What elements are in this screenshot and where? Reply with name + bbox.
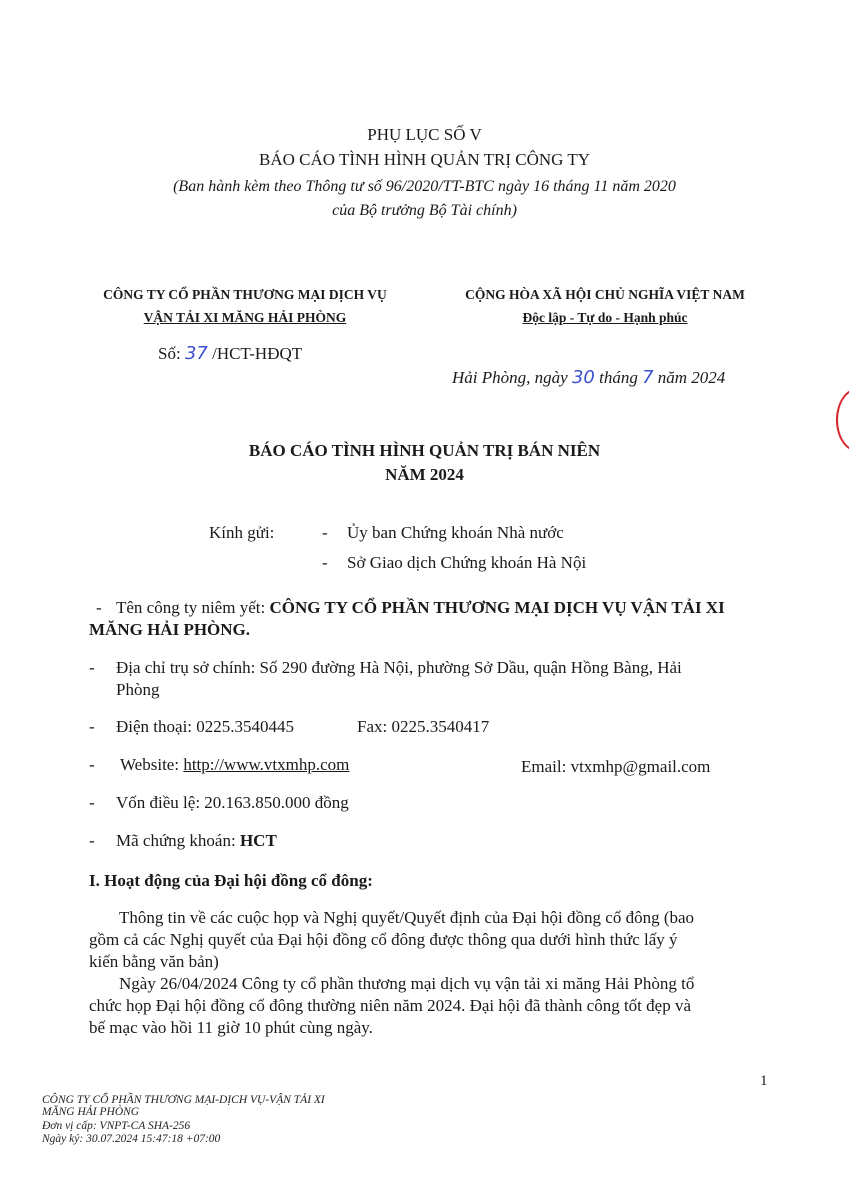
info-dash-phone: - (89, 717, 95, 736)
date-month-handwritten: 7 (642, 367, 654, 388)
website-link[interactable]: http://www.vtxmhp.com (183, 755, 350, 774)
listed-company-label: Tên công ty niêm yết: (116, 598, 266, 617)
issued-note-line2: của Bộ trưởng Bộ Tài chính) (332, 202, 517, 219)
recipient-1: Ủy ban Chứng khoán Nhà nước (347, 523, 564, 542)
listed-company-line1 (116, 597, 766, 619)
doc-number-handwritten: 37 (184, 343, 208, 364)
page-number: 1 (760, 1073, 768, 1089)
signature-line3: Đơn vị cấp: VNPT-CA SHA-256 (42, 1120, 191, 1132)
recipient-dash-2: - (322, 553, 328, 572)
info-dash-address: - (89, 658, 95, 677)
section1-para2-line3: bế mạc vào hồi 11 giờ 10 phút cùng ngày. (89, 1018, 373, 1037)
section1-para1-line1: Thông tin về các cuộc họp và Nghị quyết/Quyết định của Đại hội đồng cổ đông (bao (119, 908, 695, 927)
report-title-line1: BÁO CÁO TÌNH HÌNH QUẢN TRỊ BÁN NIÊN (248, 441, 601, 460)
phone-number: Điện thoại: 0225.3540445 (116, 717, 295, 736)
doc-number-prefix: Số: (158, 344, 181, 363)
address-line1: Địa chỉ trụ sở chính: Số 290 đường Hà Nội, phường Sở Dầu, quận Hồng Bàng, Hải (116, 658, 682, 677)
section1-para1-line2: gồm cả các Nghị quyết của Đại hội đồng cổ đông được thông qua dưới hình thức lấy ý (89, 930, 678, 949)
place-date (452, 367, 725, 389)
nation-motto (420, 310, 790, 326)
date-day-handwritten: 30 (571, 367, 595, 388)
nation-title: CỘNG HÒA XÃ HỘI CHỦ NGHĨA VIỆT NAM (465, 287, 745, 302)
company-name-line1: CÔNG TY CỔ PHẦN THƯƠNG MẠI DỊCH VỤ (103, 287, 387, 302)
company-name-line2-text: VẬN TẢI XI MĂNG HẢI PHÒNG (143, 310, 347, 325)
stock-code-label: Mã chứng khoán: (116, 831, 236, 850)
stock-code-row (116, 830, 277, 852)
email-address: Email: vtxmhp@gmail.com (521, 757, 711, 776)
report-title-line2: NĂM 2024 (385, 465, 464, 484)
signature-line2: MĂNG HẢI PHÒNG (42, 1106, 140, 1118)
doc-number (158, 343, 302, 365)
appendix-title: BÁO CÁO TÌNH HÌNH QUẢN TRỊ CÔNG TY (258, 150, 591, 169)
info-dash-listed: - (96, 598, 102, 617)
section1-para1-line3: kiến bằng văn bản) (89, 952, 219, 971)
date-year: năm 2024 (657, 368, 726, 387)
charter-capital: Vốn điều lệ: 20.163.850.000 đồng (116, 793, 349, 812)
info-dash-website: - (89, 755, 95, 774)
section1-para2-line1: Ngày 26/04/2024 Công ty cổ phần thương mại dịch vụ vận tải xi măng Hải Phòng tổ (119, 974, 695, 993)
signature-line1: CÔNG TY CỔ PHẦN THƯƠNG MẠI-DỊCH VỤ-VẬN TẢI XI (42, 1094, 325, 1106)
date-month-label: tháng (599, 368, 638, 387)
section1-para2-line2: chức họp Đại hội đồng cổ đông thường niên năm 2024. Đại hội đã thành công tốt đẹp và (89, 996, 691, 1015)
listed-company-line2: MĂNG HẢI PHÒNG. (89, 620, 251, 639)
nation-motto-text: Độc lập - Tự do - Hạnh phúc (522, 310, 688, 325)
date-prefix: Hải Phòng, ngày (452, 368, 568, 387)
fax-number: Fax: 0225.3540417 (357, 717, 490, 736)
address-line2: Phòng (116, 680, 160, 699)
website-label: Website: (120, 755, 180, 774)
website-row (120, 754, 349, 776)
stock-code-value: HCT (239, 831, 277, 850)
recipient-2: Sở Giao dịch Chứng khoán Hà Nội (347, 553, 587, 572)
signature-line4: Ngày ký: 30.07.2024 15:47:18 +07:00 (42, 1133, 221, 1145)
company-name-line2 (60, 310, 430, 326)
info-dash-capital: - (89, 793, 95, 812)
doc-number-suffix: /HCT-HĐQT (212, 344, 303, 363)
appendix-label: PHỤ LỤC SỐ V (367, 125, 482, 144)
issued-note-line1: (Ban hành kèm theo Thông tư số 96/2020/TT-BTC ngày 16 tháng 11 năm 2020 (173, 178, 676, 195)
info-dash-stock: - (89, 831, 95, 850)
recipient-dash-1: - (322, 523, 328, 542)
listed-company-value: CÔNG TY CỔ PHẦN THƯƠNG MẠI DỊCH VỤ VẬN TẢI XI (269, 598, 725, 617)
section1-heading: I. Hoạt động của Đại hội đồng cổ đông: (89, 871, 373, 890)
recipients-label: Kính gửi: (209, 523, 275, 542)
